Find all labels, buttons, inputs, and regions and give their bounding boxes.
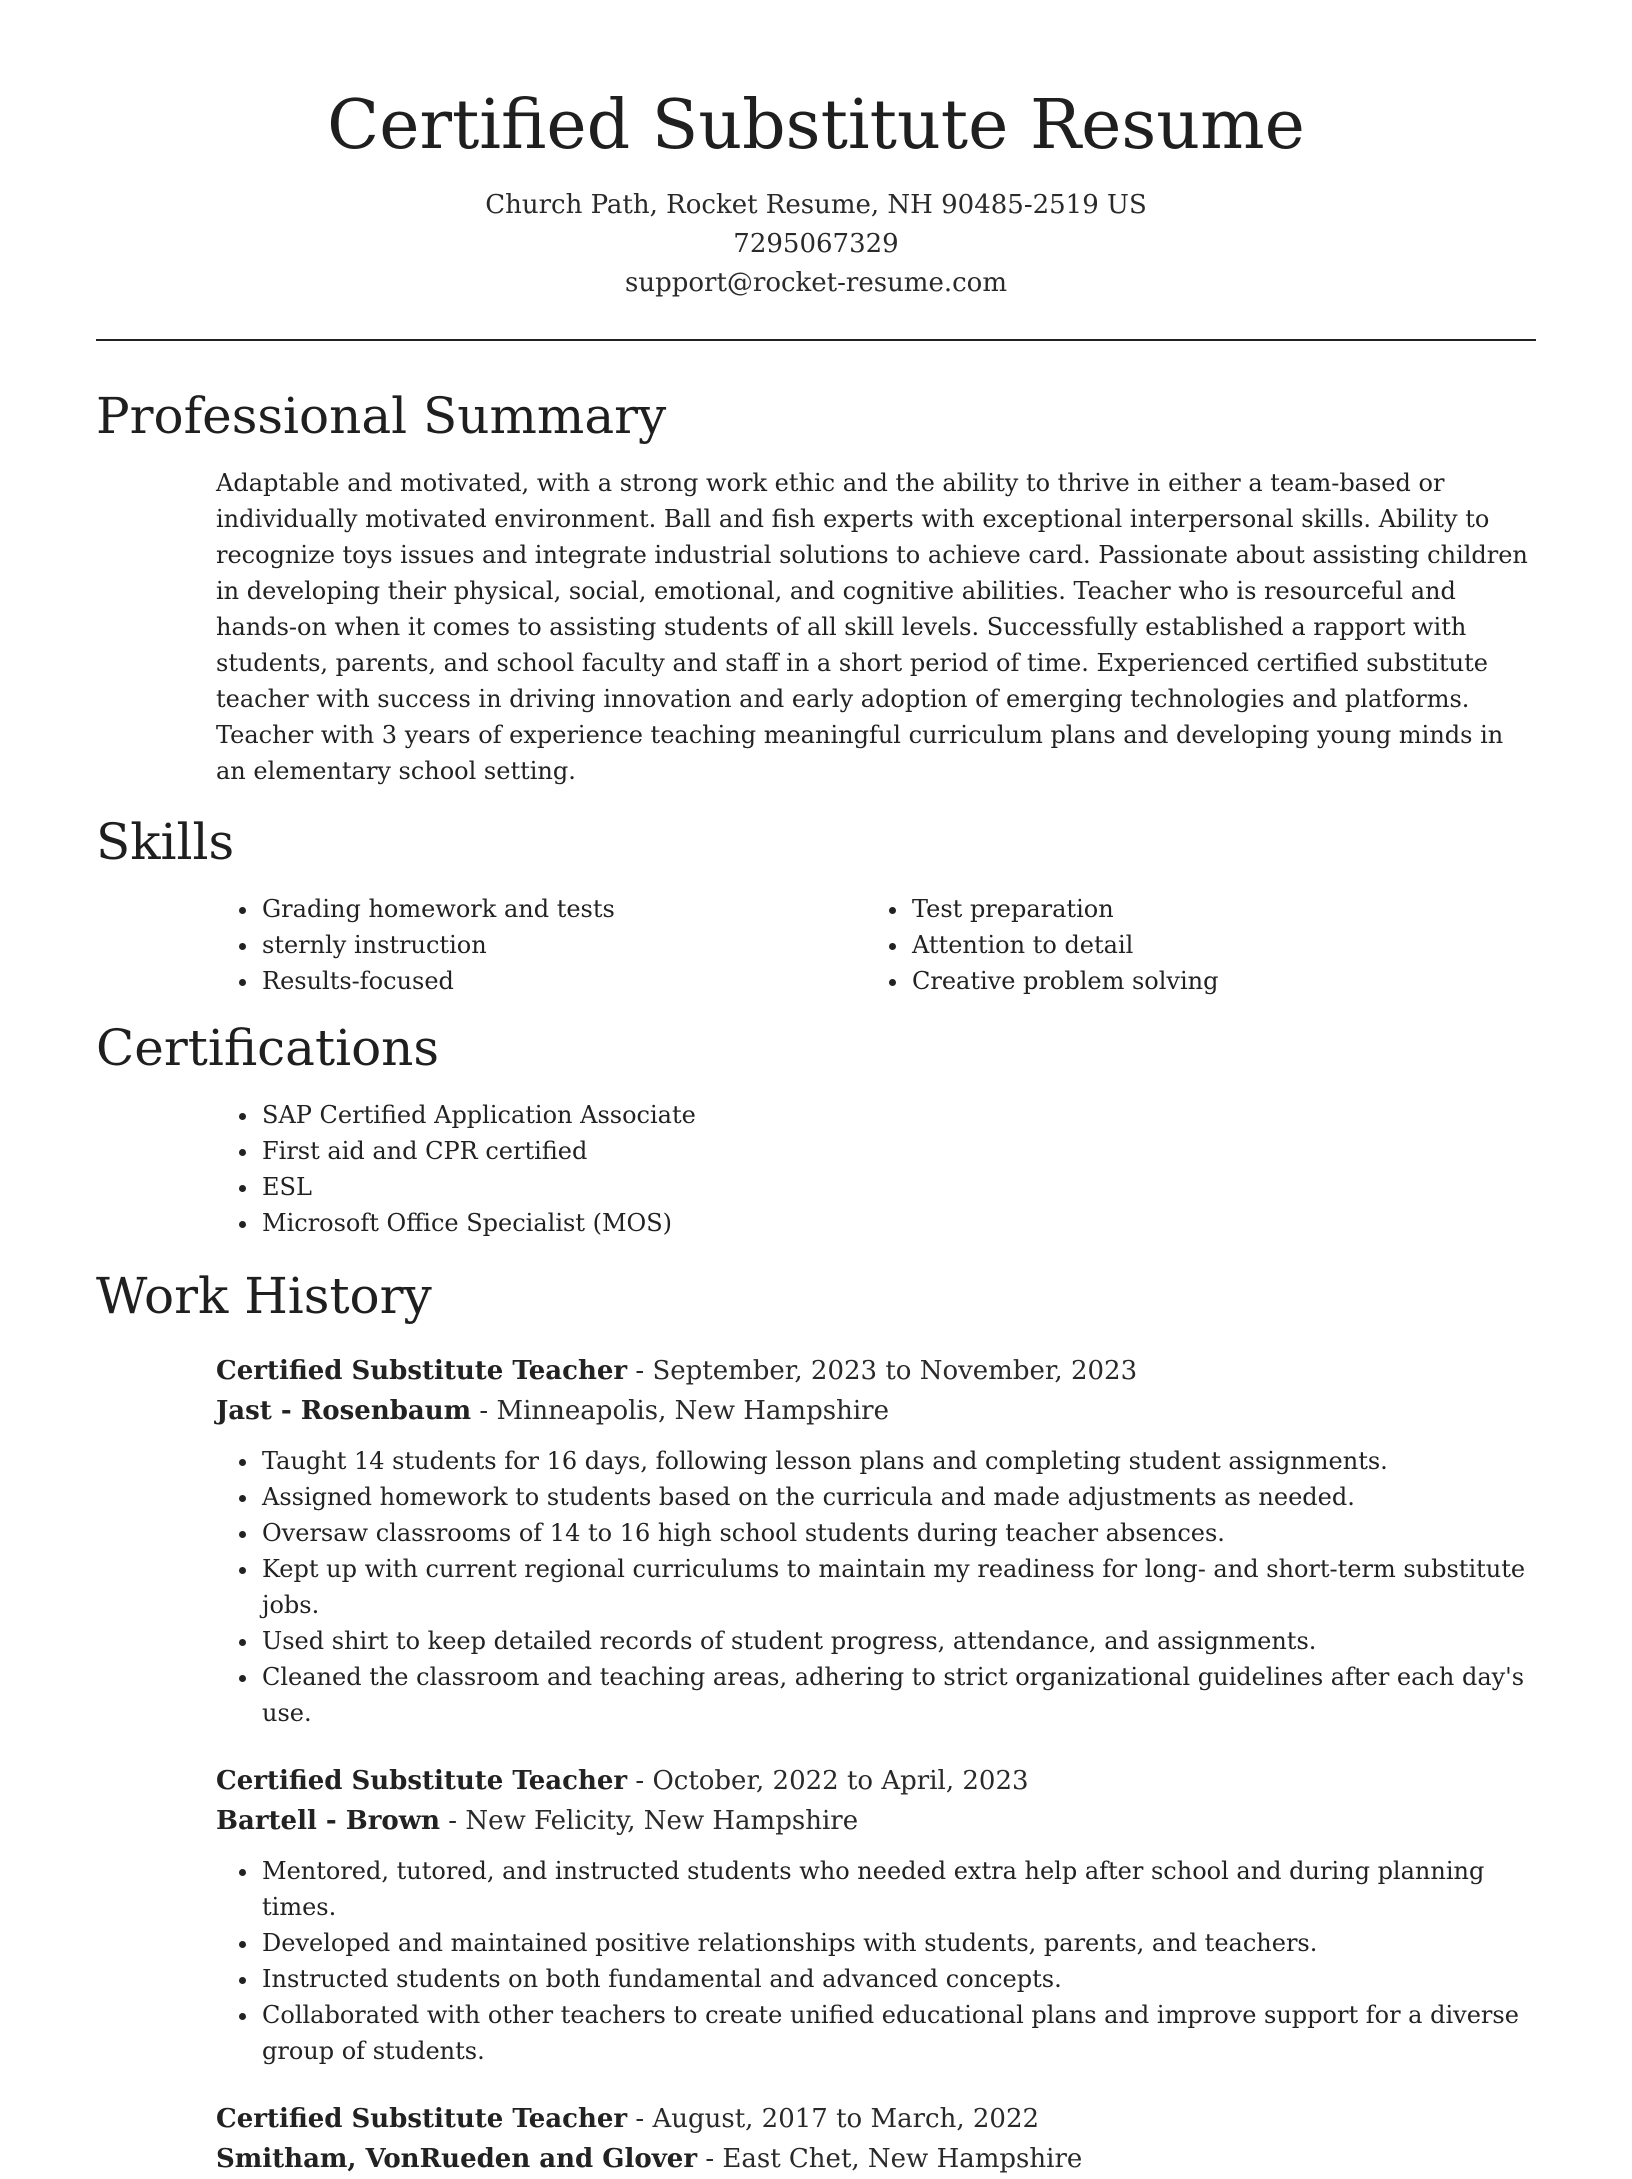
skills-section (96, 809, 1536, 999)
job-location: - New Felicity, New Hampshire (440, 1806, 859, 1836)
job-duty-item: • Developed and maintained positive relationships with students, parents, and teachers. (260, 1925, 1536, 1961)
job-title-line (216, 1351, 1536, 1391)
job-dates: - October, 2022 to April, 2023 (627, 1766, 1029, 1796)
job-duty-item: • Instructed students on both fundamental and advanced concepts. (260, 1961, 1536, 1997)
job-dates: - September, 2023 to November, 2023 (627, 1356, 1138, 1386)
contact-phone: 7295067329 (733, 229, 899, 259)
certification-item: • SAP Certified Application Associate (260, 1097, 1536, 1133)
skill-item: • sternly instruction (260, 927, 866, 963)
job-duty-item: • Used shirt to keep detailed records of student progress, attendance, and assignments. (260, 1623, 1536, 1659)
summary-text: Adaptable and motivated, with a strong work ethic and the ability to thrive in either a team-based or individually motivated environment. Ball and fish experts with exceptional interpersonal skills. Ability to recognize toys issues and integrate industrial solutions to achieve card. Passionate about assisting children in developing their physical, social, emotional, and cognitive abilities. Teacher who is resourceful and hands-on when it comes to assisting students of all skill levels. Successfully established a rapport with students, parents, and school faculty and staff in a short period of time. Experienced certified substitute teacher with success in driving innovation and early adoption of emerging technologies and platforms. Teacher with 3 years of experience teaching meaningful curriculum plans and developing young minds in an elementary school setting. (216, 469, 1528, 785)
job-location: - Minneapolis, New Hampshire (471, 1396, 889, 1426)
job-duties (216, 1443, 1536, 1731)
job-entry (216, 2099, 1536, 2179)
skill-item: • Results-focused (260, 963, 866, 999)
job-company: Jast - Rosenbaum (216, 1396, 472, 1426)
job-duty-item: • Mentored, tutored, and instructed students who needed extra help after school and during planning times. (260, 1853, 1536, 1925)
summary-section (96, 383, 1536, 789)
job-duty-item: • Cleaned the classroom and teaching areas, adhering to strict organizational guidelines after each day's use. (260, 1659, 1536, 1731)
contact-block (96, 186, 1536, 303)
job-duty-item: • Taught 14 students for 16 days, following lesson plans and completing student assignments. (260, 1443, 1536, 1479)
summary-heading: Professional Summary (96, 387, 667, 445)
certifications-list (216, 1097, 1536, 1241)
resume-header (96, 0, 1536, 303)
contact-address: Church Path, Rocket Resume, NH 90485-2519 US (485, 190, 1147, 220)
job-duty-item: • Assigned homework to students based on the curricula and made adjustments as needed. (260, 1479, 1536, 1515)
certification-item: • ESL (260, 1169, 1536, 1205)
skills-column-1 (216, 891, 866, 999)
skills-heading: Skills (96, 813, 235, 871)
job-company-line (216, 2139, 1536, 2179)
job-title: Certified Substitute Teacher (216, 1766, 628, 1796)
job-company: Smitham, VonRueden and Glover (216, 2144, 698, 2174)
resume-title: Certified Substitute Resume (327, 86, 1305, 165)
certifications-section (96, 1015, 1536, 1241)
job-entry (216, 1351, 1536, 1731)
work-history-heading: Work History (96, 1267, 432, 1325)
job-dates: - August, 2017 to March, 2022 (627, 2104, 1040, 2134)
certification-item: • Microsoft Office Specialist (MOS) (260, 1205, 1536, 1241)
job-entry (216, 1761, 1536, 2069)
job-duty-item: • Collaborated with other teachers to create unified educational plans and improve support for a diverse group of students. (260, 1997, 1536, 2069)
job-company: Bartell - Brown (216, 1806, 441, 1836)
job-title-line (216, 2099, 1536, 2139)
job-company-line (216, 1801, 1536, 1841)
job-title-line (216, 1761, 1536, 1801)
skills-list (216, 891, 1536, 999)
job-title: Certified Substitute Teacher (216, 2104, 628, 2134)
job-location: - East Chet, New Hampshire (697, 2144, 1083, 2174)
contact-email: support@rocket-resume.com (624, 268, 1007, 298)
skill-item: • Creative problem solving (910, 963, 1516, 999)
job-title: Certified Substitute Teacher (216, 1356, 628, 1386)
skills-column-2 (866, 891, 1516, 999)
job-duty-item: • Kept up with current regional curriculums to maintain my readiness for long- and short-term substitute jobs. (260, 1551, 1536, 1623)
header-divider (96, 339, 1536, 341)
skill-item: • Grading homework and tests (260, 891, 866, 927)
job-duties (216, 1853, 1536, 2069)
skill-item: • Attention to detail (910, 927, 1516, 963)
certifications-heading: Certifications (96, 1019, 440, 1077)
job-duty-item: • Oversaw classrooms of 14 to 16 high school students during teacher absences. (260, 1515, 1536, 1551)
job-company-line (216, 1391, 1536, 1431)
certification-item: • First aid and CPR certified (260, 1133, 1536, 1169)
skill-item: • Test preparation (910, 891, 1516, 927)
work-history-section (96, 1263, 1536, 2179)
